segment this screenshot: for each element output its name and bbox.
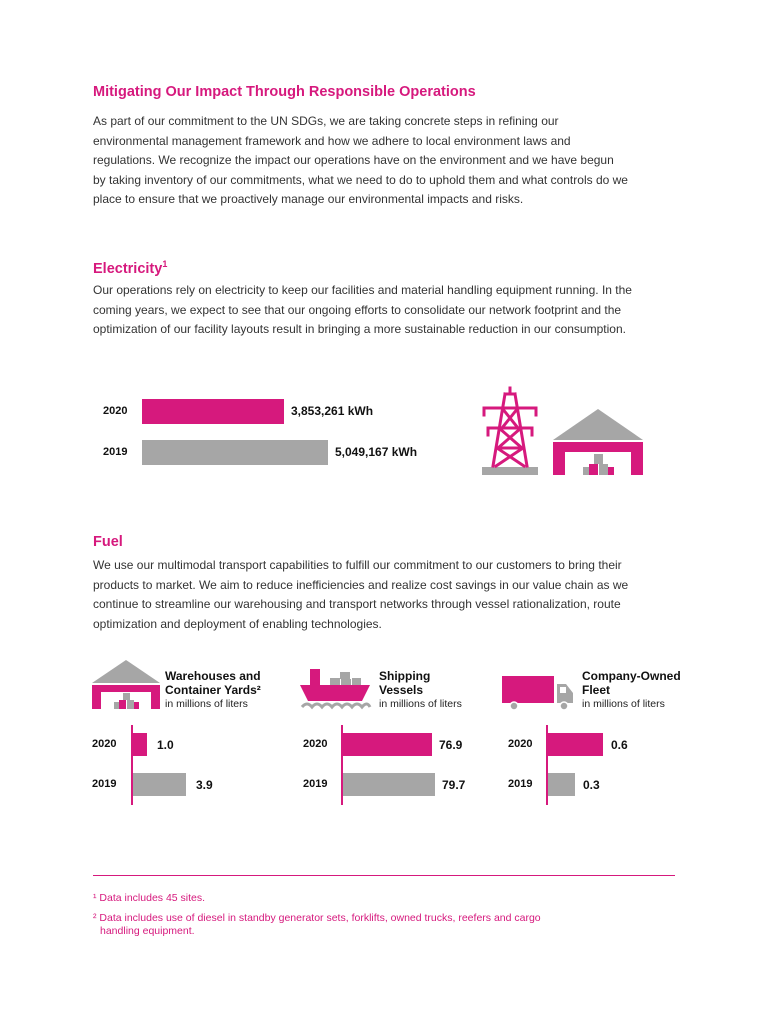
value-label-2020: 1.0	[157, 738, 174, 752]
section-title-electricity	[93, 259, 167, 277]
card-title-line: Company-Owned	[582, 669, 681, 683]
card-unit-fleet: in millions of liters	[582, 698, 665, 710]
section-title-fuel: Fuel	[93, 534, 123, 550]
intro-line: regulations. We recognize the impact our operations have on the environment and we have begun	[93, 153, 614, 167]
fuel-line: optimization and deployment of enabling technologies.	[93, 616, 382, 631]
year-label-2019: 2019	[303, 778, 328, 790]
electricity-line: Our operations rely on electricity to keep our facilities and material handling equipment running. In the	[93, 283, 632, 297]
value-label-2020: 0.6	[611, 738, 628, 752]
electricity-line: optimization of our facility layouts result in bringing a more sustainable reduction in our consumption.	[93, 322, 626, 336]
footnote-1: ¹ Data includes 45 sites.	[93, 892, 206, 904]
footnote-2-continued: handling equipment.	[100, 925, 195, 937]
year-label-2020: 2020	[303, 738, 328, 750]
card-title-line: Container Yards²	[165, 683, 261, 697]
footnote-mark: 1	[162, 259, 168, 269]
card-title-line: Warehouses and	[165, 669, 261, 683]
electricity-paragraph	[93, 281, 683, 340]
transmission-tower-icon	[480, 386, 540, 478]
fuel-line: continue to streamline our warehousing and transport networks through vessel rationalization, route	[93, 597, 621, 611]
bar-2019	[142, 440, 328, 465]
card-title-shipping	[379, 669, 430, 697]
bar-2020	[142, 399, 284, 424]
value-label-2019: 3.9	[196, 778, 213, 792]
year-label-2020: 2020	[508, 738, 533, 750]
electricity-line: coming years, we expect to see that our ongoing efforts to consolidate our network footprint and the	[93, 302, 622, 317]
intro-line: place to ensure that we proactively manage our environmental impacts and risks.	[93, 192, 524, 206]
year-label-2019: 2019	[508, 778, 533, 790]
footnote-2: ² Data includes use of diesel in standby generator sets, forklifts, owned trucks, reefers and cargo	[93, 912, 541, 924]
fuel-line: We use our multimodal transport capabilities to fulfill our commitment to our customers to bring their	[93, 558, 622, 572]
year-label-2020: 2020	[92, 738, 117, 750]
card-title-line: Shipping	[379, 669, 431, 683]
year-label-2019: 2019	[103, 446, 128, 458]
intro-line: by taking inventory of our commitments, what we need to do to uphold them and what controls do we	[93, 172, 628, 187]
electricity-title: Electricity	[93, 260, 163, 277]
card-title-fleet	[582, 669, 681, 697]
bar-2019	[548, 773, 575, 796]
intro-line: environmental management framework and how we adhere to local environment laws and	[93, 133, 571, 148]
card-title-warehouses	[165, 669, 261, 697]
year-label-2020: 2020	[103, 405, 128, 417]
fuel-paragraph	[93, 556, 683, 634]
footnote-divider	[93, 875, 675, 876]
value-label-2019: 0.3	[583, 778, 600, 792]
fuel-line: products to market. We aim to reduce inefficiencies and realize cost savings in our value chain as we	[93, 577, 629, 592]
truck-icon	[502, 676, 574, 711]
bar-2019	[133, 773, 186, 796]
section-title-mitigating: Mitigating Our Impact Through Responsible Operations	[93, 84, 476, 100]
year-label-2019: 2019	[92, 778, 117, 790]
card-title-line: Vessels	[379, 683, 424, 697]
value-label-2019: 79.7	[442, 778, 466, 792]
intro-line: As part of our commitment to the UN SDGs, we are taking concrete steps in refining our	[93, 114, 559, 128]
ship-icon	[300, 667, 372, 711]
value-label-2020: 76.9	[439, 738, 463, 752]
bar-2020	[548, 733, 603, 756]
bar-2020	[343, 733, 432, 756]
card-unit-warehouses: in millions of liters	[165, 698, 248, 710]
bar-2020	[133, 733, 147, 756]
intro-paragraph	[93, 112, 683, 210]
warehouse-icon	[92, 660, 160, 710]
warehouse-icon	[553, 409, 643, 476]
value-label-2019: 5,049,167 kWh	[335, 445, 418, 459]
card-unit-shipping: in millions of liters	[379, 698, 462, 710]
bar-2019	[343, 773, 435, 796]
value-label-2020: 3,853,261 kWh	[291, 404, 374, 418]
card-title-line: Fleet	[582, 683, 611, 697]
